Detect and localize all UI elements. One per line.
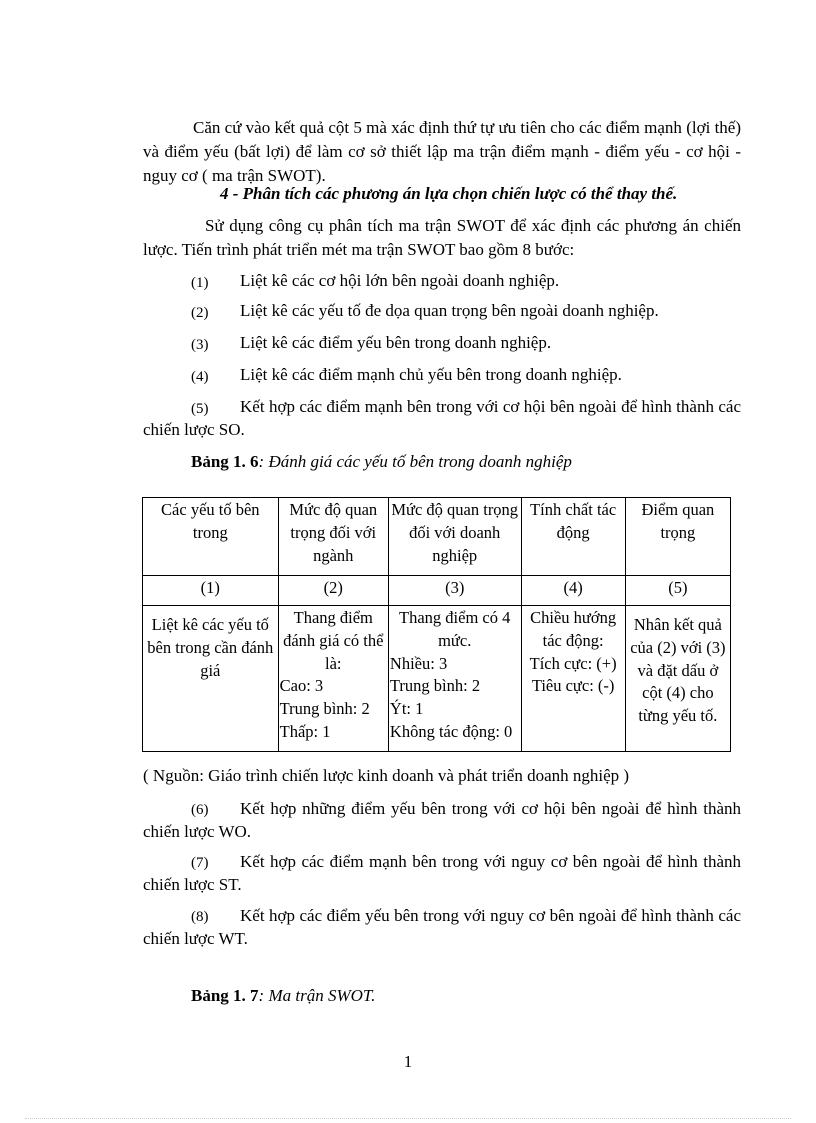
step-text: Liệt kê các điểm mạnh chủ yếu bên trong doanh nghiệp. xyxy=(240,365,622,384)
cell-item: Không tác động: 0 xyxy=(389,721,513,741)
table-column-number: (2) xyxy=(278,576,388,606)
table-title: : Ma trận SWOT. xyxy=(258,986,376,1005)
table-source: ( Nguồn: Giáo trình chiến lược kinh doanh và phát triển doanh nghiệp ) xyxy=(143,766,630,785)
step-text: Kết hợp các điểm mạnh bên trong với nguy cơ bên ngoài để hình thành chiến lược ST. xyxy=(143,852,741,895)
step-text: Kết hợp các điểm yếu bên trong với nguy cơ bên ngoài để hình thành các chiến lược WT. xyxy=(143,906,741,949)
table-header-cell: Tính chất tác động xyxy=(521,498,625,576)
step-text: Liệt kê các yếu tố đe dọa quan trọng bên ngoài doanh nghiệp. xyxy=(240,301,659,320)
table-column-number: (1) xyxy=(143,576,279,606)
table-cell-industry-scale xyxy=(278,606,388,752)
page-bottom-divider xyxy=(25,1118,791,1119)
table-column-number: (4) xyxy=(521,576,625,606)
table-header-cell: Điểm quan trọng xyxy=(625,498,730,576)
step-text: Kết hợp các điểm mạnh bên trong với cơ hội bên ngoài để hình thành các chiến lược SO. xyxy=(143,397,741,439)
paragraph-swot-steps-intro: Sử dụng công cụ phân tích ma trận SWOT để xác định các phương án chiến lược. Tiến trình phát triển mét ma trận SWOT bao gồm 8 bước: xyxy=(143,216,741,259)
table-cell-score: Nhân kết quả của (2) với (3) và đặt dấu ở cột (4) cho từng yếu tố. xyxy=(625,606,730,752)
table-header-row xyxy=(143,498,731,576)
cell-item: Nhiều: 3 xyxy=(389,653,448,673)
table-cell-impact xyxy=(521,606,625,752)
cell-intro: Thang điểm đánh giá có thể là: xyxy=(283,608,384,673)
step-number: (8) xyxy=(191,909,209,925)
step-4 xyxy=(143,364,741,387)
step-number: (4) xyxy=(191,369,209,385)
step-number: (3) xyxy=(191,337,209,353)
table-label: Bảng 1. 6 xyxy=(191,452,259,471)
step-number: (6) xyxy=(191,802,209,818)
step-1 xyxy=(143,270,741,293)
cell-item: Tiêu cực: (-) xyxy=(531,676,615,696)
table-label: Bảng 1. 7 xyxy=(191,986,259,1005)
step-text: Kết hợp những điểm yếu bên trong với cơ hội bên ngoài để hình thành chiến lược WO. xyxy=(143,799,741,842)
cell-item: Thấp: 1 xyxy=(279,721,331,741)
table-1-6-caption xyxy=(191,451,572,474)
table-column-number: (3) xyxy=(388,576,521,606)
cell-item: Trung bình: 2 xyxy=(389,676,481,696)
section-heading-4: 4 - Phân tích các phương án lựa chọn chiến lược có thể thay thế. xyxy=(220,184,678,203)
step-2 xyxy=(143,300,741,323)
step-6 xyxy=(143,797,741,844)
table-body-row xyxy=(143,606,731,752)
step-text: Liệt kê các cơ hội lớn bên ngoài doanh nghiệp. xyxy=(240,271,560,290)
table-cell-company-scale xyxy=(388,606,521,752)
cell-item: Ýt: 1 xyxy=(389,699,424,719)
page-number: 1 xyxy=(403,1052,413,1071)
table-column-number-row xyxy=(143,576,731,606)
cell-intro: Thang điểm có 4 mức. xyxy=(399,608,511,650)
step-3 xyxy=(143,332,741,355)
table-title: : Đánh giá các yếu tố bên trong doanh nghiệp xyxy=(258,452,572,471)
step-8 xyxy=(143,904,741,951)
step-number: (2) xyxy=(191,305,209,321)
cell-intro: Chiều hướng tác động: xyxy=(530,608,617,650)
step-7 xyxy=(143,850,741,897)
cell-item: Cao: 3 xyxy=(279,676,324,696)
table-cell-factors: Liệt kê các yếu tố bên trong cần đánh giá xyxy=(143,606,279,752)
step-5 xyxy=(143,396,741,442)
step-number: (5) xyxy=(191,401,209,417)
table-header-cell: Mức độ quan trọng đối với ngành xyxy=(278,498,388,576)
paragraph-swot-priority: Căn cứ vào kết quả cột 5 mà xác định thứ tự ưu tiên cho các điểm mạnh (lợi thế) và điểm yếu (bất lợi) để làm cơ sở thiết lập ma trận điểm mạnh - điểm yếu - cơ hội - nguy cơ ( ma trận SWOT). xyxy=(143,118,741,185)
step-number: (1) xyxy=(191,275,209,291)
table-header-cell: Các yếu tố bên trong xyxy=(143,498,279,576)
table-1-7-caption xyxy=(191,985,375,1008)
table-column-number: (5) xyxy=(625,576,730,606)
table-1-6 xyxy=(142,497,731,752)
step-number: (7) xyxy=(191,855,209,871)
cell-item: Trung bình: 2 xyxy=(279,699,370,719)
cell-item: Tích cực: (+) xyxy=(529,653,617,673)
table-header-cell: Mức độ quan trọng đối với doanh nghiệp xyxy=(388,498,521,576)
step-text: Liệt kê các điểm yếu bên trong doanh nghiệp. xyxy=(240,333,552,352)
